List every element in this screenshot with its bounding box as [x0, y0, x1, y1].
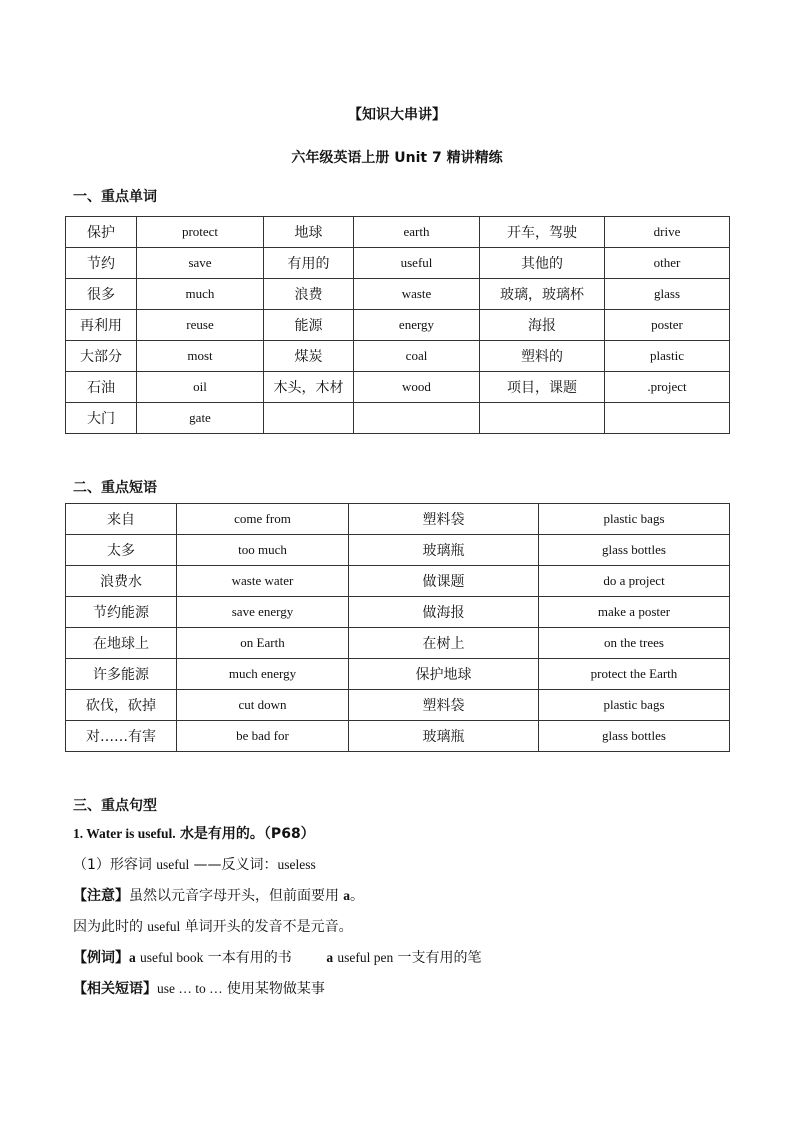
example-1-chinese: 一本有用的书 — [207, 950, 292, 966]
chinese-cell: 其他的 — [480, 248, 605, 279]
chinese-cell: 项目，课题 — [480, 372, 605, 403]
chinese-cell: 玻璃，玻璃杯 — [480, 279, 605, 310]
chinese-cell: 塑料的 — [480, 341, 605, 372]
english-cell: plastic — [605, 341, 730, 372]
english-cell: on the trees — [539, 628, 730, 659]
english-cell: useful — [354, 248, 480, 279]
attention-text: 虽然以元音字母开头，但前面要用 — [129, 888, 339, 904]
related-phrase-english: use … to … — [157, 981, 223, 996]
pronunciation-pre: 因为此时的 — [73, 919, 143, 935]
word-row — [66, 341, 730, 372]
chinese-cell: 再利用 — [66, 310, 137, 341]
chinese-cell: 做课题 — [349, 566, 539, 597]
english-cell: come from — [177, 504, 349, 535]
chinese-cell: 木头，木材 — [264, 372, 354, 403]
english-cell: earth — [354, 217, 480, 248]
english-cell: most — [137, 341, 264, 372]
chinese-cell: 在树上 — [349, 628, 539, 659]
english-cell: coal — [354, 341, 480, 372]
chinese-cell: 地球 — [264, 217, 354, 248]
english-cell: drive — [605, 217, 730, 248]
english-cell: poster — [605, 310, 730, 341]
chinese-cell: 节约能源 — [66, 597, 177, 628]
chinese-cell: 保护地球 — [349, 659, 539, 690]
english-cell: make a poster — [539, 597, 730, 628]
english-cell: do a project — [539, 566, 730, 597]
english-cell: much energy — [177, 659, 349, 690]
chinese-cell: 保护 — [66, 217, 137, 248]
section-heading-sentences: 三、重点句型 — [73, 798, 157, 814]
chinese-cell: 塑料袋 — [349, 504, 539, 535]
chinese-cell — [480, 403, 605, 434]
english-cell: on Earth — [177, 628, 349, 659]
english-cell: reuse — [137, 310, 264, 341]
attention-article: a — [343, 888, 351, 903]
chinese-cell: 节约 — [66, 248, 137, 279]
adjective-word: useful — [156, 857, 190, 872]
attention-end: 。 — [350, 888, 365, 904]
chinese-cell: 煤炭 — [264, 341, 354, 372]
phrase-row — [66, 535, 730, 566]
english-cell: other — [605, 248, 730, 279]
chinese-cell: 大门 — [66, 403, 137, 434]
chinese-cell: 浪费 — [264, 279, 354, 310]
english-cell: oil — [137, 372, 264, 403]
related-phrase-label: 【相关短语】 — [73, 981, 157, 997]
chinese-cell: 开车，驾驶 — [480, 217, 605, 248]
key-phrases-table — [65, 503, 730, 752]
attention-note — [73, 885, 364, 905]
section-heading-phrases: 二、重点短语 — [73, 480, 157, 496]
english-cell: waste water — [177, 566, 349, 597]
chinese-cell: 很多 — [66, 279, 137, 310]
document-subtitle: 六年级英语上册 Unit 7 精讲精练 — [291, 150, 503, 166]
word-row — [66, 372, 730, 403]
english-cell: gate — [137, 403, 264, 434]
phrase-row — [66, 504, 730, 535]
english-cell: save — [137, 248, 264, 279]
example-2-chinese: 一支有用的笔 — [397, 950, 482, 966]
chinese-cell: 塑料袋 — [349, 690, 539, 721]
chinese-cell: 大部分 — [66, 341, 137, 372]
antonym-label: ——反义词： — [193, 857, 278, 873]
adjective-note — [73, 854, 316, 874]
english-cell: be bad for — [177, 721, 349, 752]
chinese-cell: 太多 — [66, 535, 177, 566]
english-cell: glass bottles — [539, 535, 730, 566]
word-row — [66, 217, 730, 248]
example-words — [73, 947, 482, 967]
key-words-table — [65, 216, 730, 434]
english-cell: protect — [137, 217, 264, 248]
pronunciation-word: useful — [147, 919, 181, 934]
chinese-cell: 许多能源 — [66, 659, 177, 690]
english-cell: wood — [354, 372, 480, 403]
phrase-row — [66, 690, 730, 721]
english-cell: too much — [177, 535, 349, 566]
antonym-word: useless — [277, 857, 316, 872]
sentence-chinese: 水是有用的。（P68） — [179, 826, 315, 842]
chinese-cell: 浪费水 — [66, 566, 177, 597]
word-row — [66, 310, 730, 341]
pronunciation-post: 单词开头的发音不是元音。 — [184, 919, 353, 935]
phrase-row — [66, 597, 730, 628]
phrase-row — [66, 566, 730, 597]
example-2-article: a — [326, 950, 334, 965]
pronunciation-note — [73, 916, 353, 936]
chinese-cell: 砍伐，砍掉 — [66, 690, 177, 721]
phrase-row — [66, 628, 730, 659]
english-cell: plastic bags — [539, 690, 730, 721]
example-label: 【例词】 — [73, 950, 129, 966]
chinese-cell — [264, 403, 354, 434]
example-2-english: useful pen — [337, 950, 394, 965]
attention-label: 【注意】 — [73, 888, 129, 904]
chinese-cell: 在地球上 — [66, 628, 177, 659]
word-row — [66, 248, 730, 279]
adjective-prefix: （1）形容词 — [73, 857, 152, 873]
word-row — [66, 403, 730, 434]
phrase-row — [66, 659, 730, 690]
english-cell — [354, 403, 480, 434]
chinese-cell: 能源 — [264, 310, 354, 341]
word-row — [66, 279, 730, 310]
english-cell: waste — [354, 279, 480, 310]
chinese-cell: 玻璃瓶 — [349, 721, 539, 752]
chinese-cell: 海报 — [480, 310, 605, 341]
sentence-item-1 — [73, 823, 315, 843]
chinese-cell: 对……有害 — [66, 721, 177, 752]
chinese-cell: 玻璃瓶 — [349, 535, 539, 566]
related-phrase — [73, 978, 325, 998]
english-cell: protect the Earth — [539, 659, 730, 690]
english-cell: glass — [605, 279, 730, 310]
english-cell: plastic bags — [539, 504, 730, 535]
example-1-article: a — [129, 950, 136, 965]
english-cell: energy — [354, 310, 480, 341]
english-cell: .project — [605, 372, 730, 403]
chinese-cell: 有用的 — [264, 248, 354, 279]
chinese-cell: 石油 — [66, 372, 137, 403]
related-phrase-chinese: 使用某物做某事 — [226, 981, 325, 997]
chinese-cell: 来自 — [66, 504, 177, 535]
section-heading-words: 一、重点单词 — [73, 189, 157, 205]
example-1-english: useful book — [140, 950, 204, 965]
english-cell: glass bottles — [539, 721, 730, 752]
english-cell: cut down — [177, 690, 349, 721]
phrase-row — [66, 721, 730, 752]
chinese-cell: 做海报 — [349, 597, 539, 628]
english-cell: much — [137, 279, 264, 310]
english-cell — [605, 403, 730, 434]
english-cell: save energy — [177, 597, 349, 628]
sentence-english: 1. Water is useful. — [73, 826, 176, 841]
document-title: 【知识大串讲】 — [348, 107, 446, 123]
